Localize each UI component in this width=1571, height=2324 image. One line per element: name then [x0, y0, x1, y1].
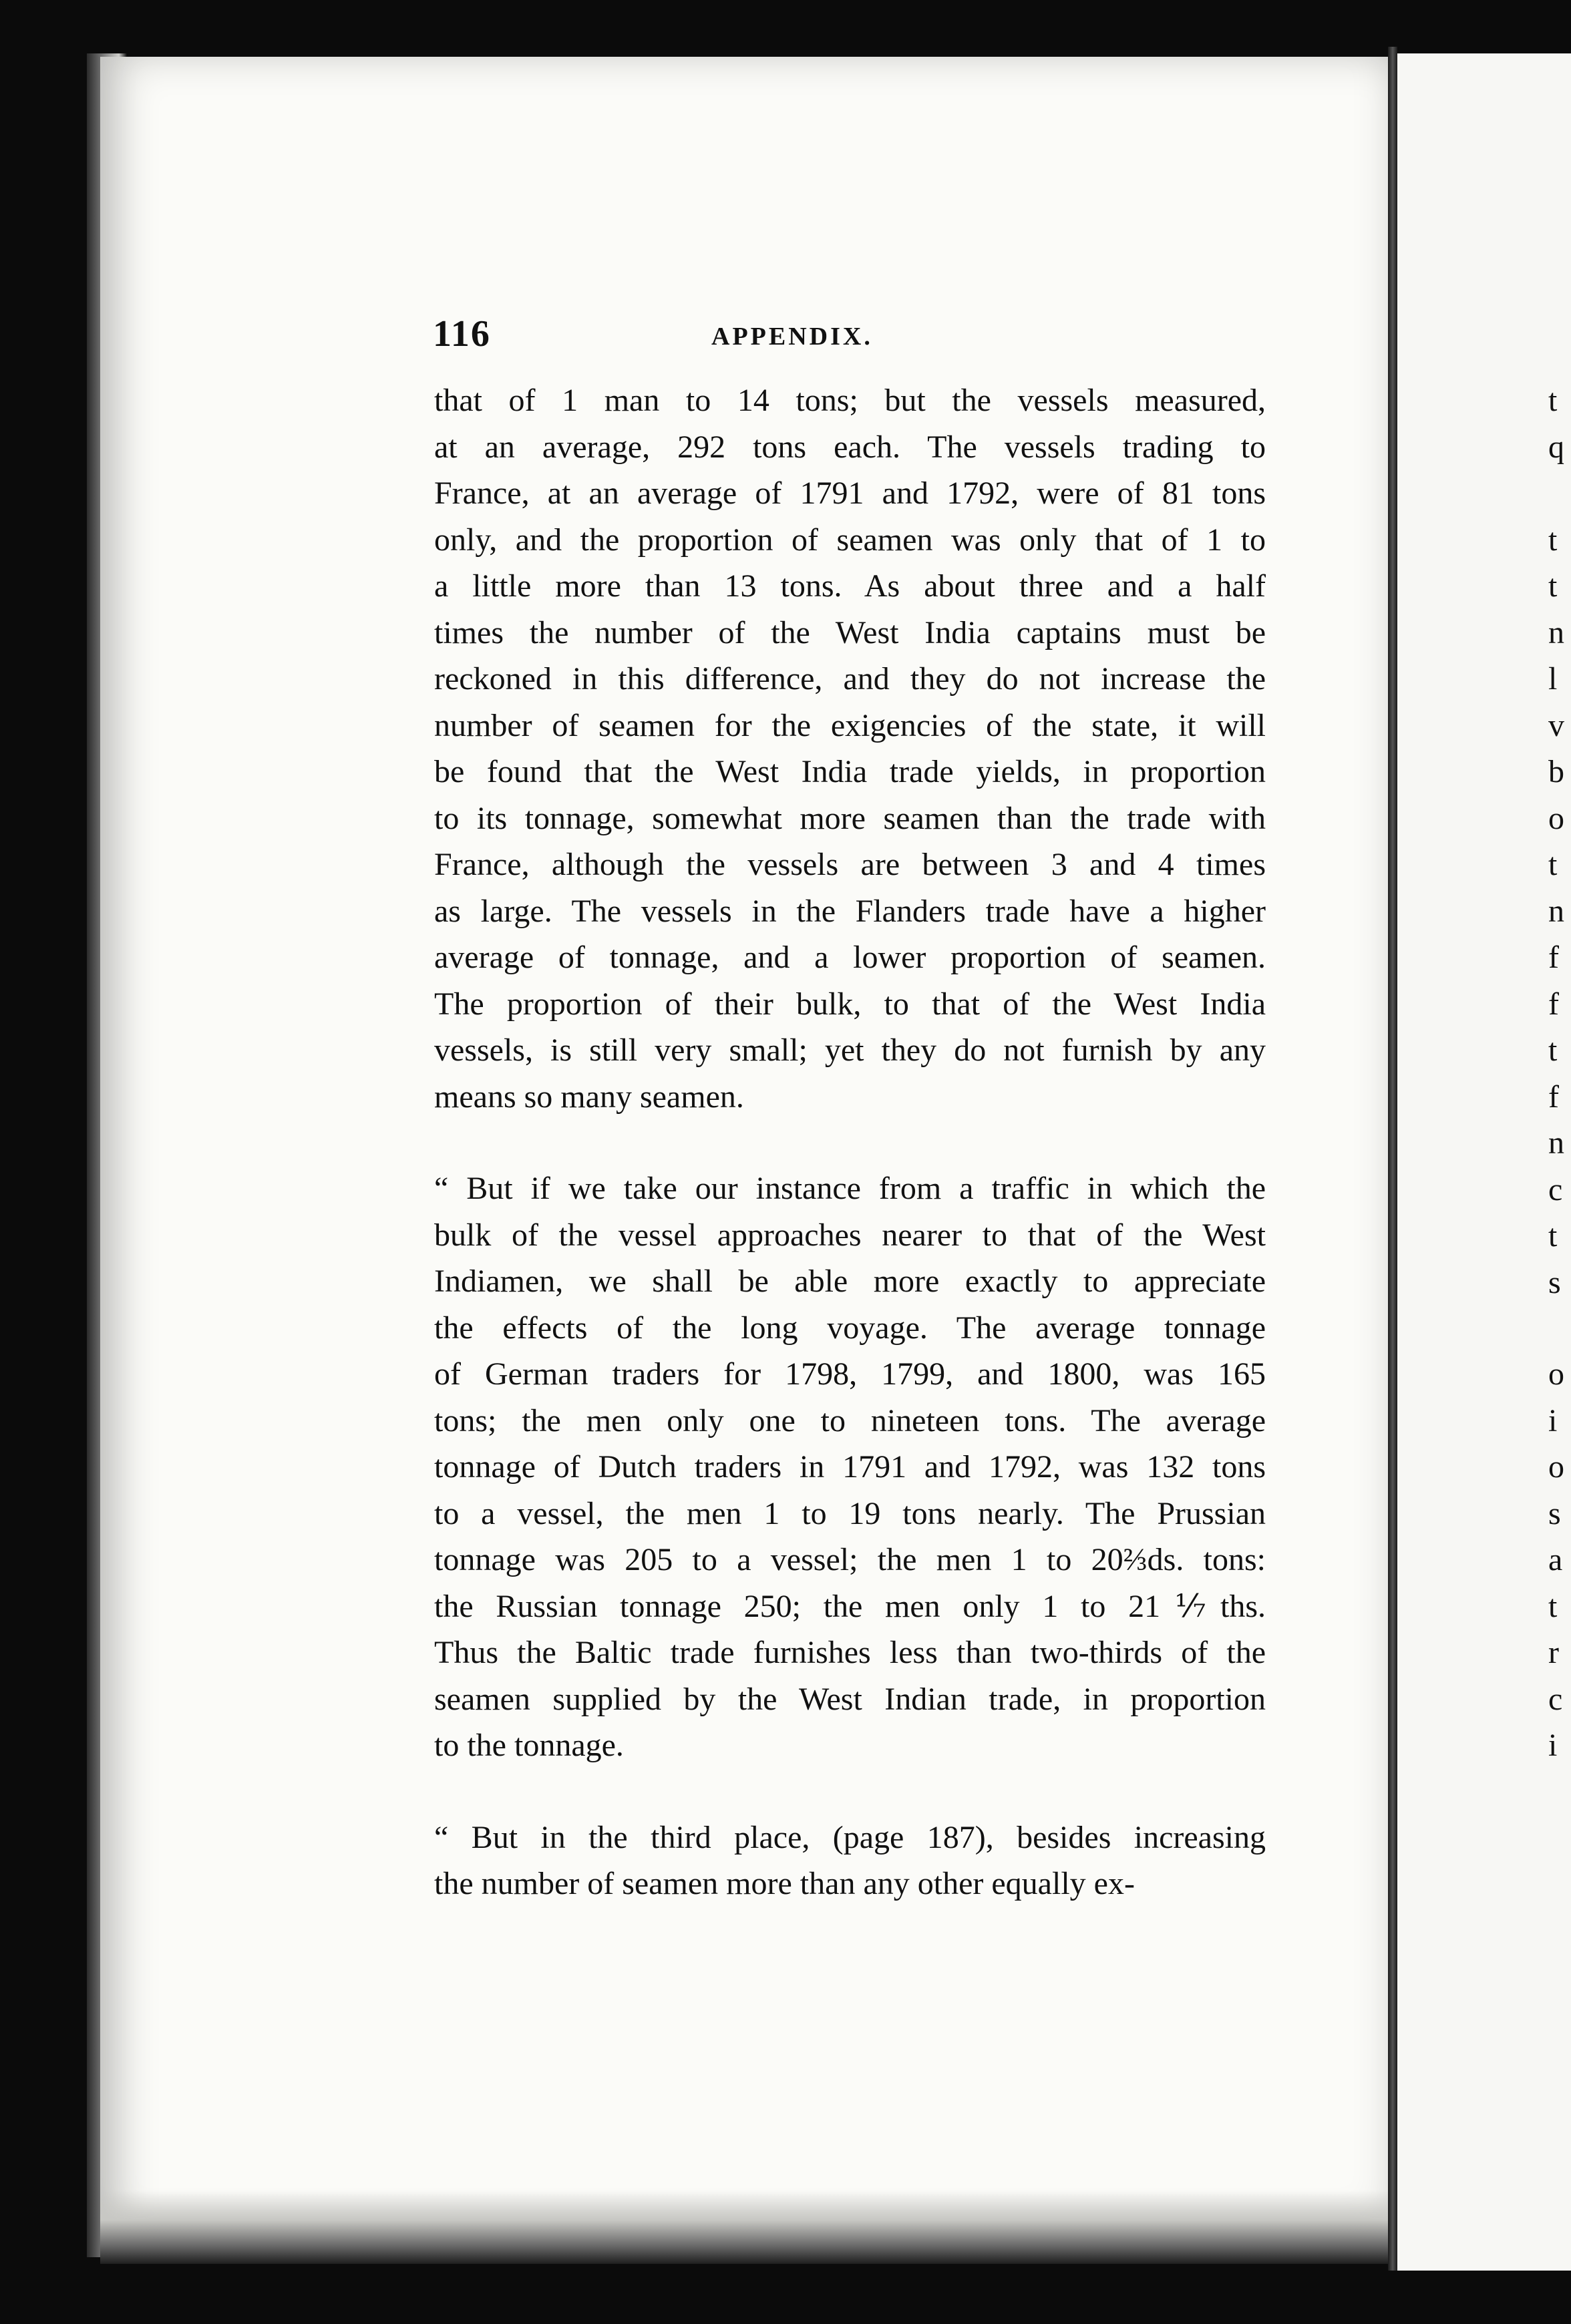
facing-page-letter: n — [1548, 893, 1564, 929]
text-line: means so many seamen. — [434, 1079, 744, 1115]
paragraph — [434, 1814, 1266, 1907]
text-line: reckoned in this difference, and they do not increase the — [434, 661, 1266, 697]
text-line: only, and the proportion of seamen was only that of 1 to — [434, 522, 1266, 558]
facing-page-letter: t — [1548, 1588, 1558, 1624]
running-title: APPENDIX. — [711, 323, 873, 351]
text-line: of German traders for 1798, 1799, and 1800, was 165 — [434, 1356, 1266, 1392]
facing-page-letter: q — [1548, 429, 1564, 465]
text-line: number of seamen for the exigencies of the state, it will — [434, 707, 1266, 743]
text-line: that of 1 man to 14 tons; but the vessels measured, — [434, 383, 1266, 418]
facing-page-letter: o — [1548, 800, 1564, 836]
text-line: seamen supplied by the West Indian trade, in proportion — [434, 1681, 1266, 1717]
facing-page-letter: s — [1548, 1264, 1561, 1300]
text-line: tons; the men only one to nineteen tons. The average — [434, 1402, 1266, 1438]
text-line: “ But in the third place, (page 187), besides increasing — [434, 1819, 1266, 1855]
facing-page-letter: t — [1548, 847, 1558, 882]
text-line: to its tonnage, somewhat more seamen than the trade with — [434, 800, 1266, 836]
facing-page-letter: f — [1548, 1079, 1559, 1115]
text-line: France, although the vessels are between 3 and 4 times — [434, 847, 1266, 882]
facing-page-letter: r — [1548, 1635, 1559, 1670]
text-line: times the number of the West India captains must be — [434, 614, 1266, 650]
facing-page-letter: b — [1548, 754, 1564, 789]
facing-page-letter: c — [1548, 1171, 1563, 1207]
facing-page-letter: f — [1548, 986, 1559, 1022]
facing-page-letter: n — [1548, 1125, 1564, 1161]
book-gutter — [1388, 47, 1397, 2271]
text-line: The proportion of their bulk, to that of the West India — [434, 986, 1266, 1022]
facing-page-text-fragments — [1548, 377, 1571, 1769]
facing-page-letter: a — [1548, 1542, 1563, 1577]
text-line: tonnage was 205 to a vessel; the men 1 to 20⅔ds. tons: — [434, 1542, 1266, 1577]
text-line: “ But if we take our instance from a traffic in which the — [434, 1171, 1266, 1206]
text-line: the effects of the long voyage. The average tonnage — [434, 1310, 1266, 1346]
facing-page-letter: t — [1548, 1218, 1558, 1253]
facing-page-letter: i — [1548, 1728, 1558, 1763]
facing-page-letter: o — [1548, 1356, 1564, 1392]
text-line: average of tonnage, and a lower proportion of seamen. — [434, 940, 1266, 975]
text-line: as large. The vessels in the Flanders trade have a higher — [434, 893, 1266, 929]
text-line: tonnage of Dutch traders in 1791 and 1792, was 132 tons — [434, 1449, 1266, 1485]
facing-page-letter: t — [1548, 568, 1558, 604]
text-line: be found that the West India trade yields, in proportion — [434, 754, 1266, 789]
facing-page-gap — [1548, 1306, 1571, 1351]
text-line: bulk of the vessel approaches nearer to that of the West — [434, 1217, 1266, 1253]
text-line: the number of seamen more than any other equally ex- — [434, 1866, 1135, 1901]
text-line: a little more than 13 tons. As about three and a half — [434, 568, 1266, 604]
text-line: France, at an average of 1791 and 1792, were of 81 tons — [434, 475, 1266, 511]
text-line: at an average, 292 tons each. The vessels trading to — [434, 429, 1266, 465]
text-line: to the tonnage. — [434, 1728, 624, 1763]
facing-page-letter: c — [1548, 1681, 1563, 1717]
facing-page-letter — [1548, 470, 1571, 517]
paragraph — [434, 377, 1266, 1120]
facing-page-letter: s — [1548, 1495, 1561, 1531]
text-line: vessels, is still very small; yet they do not furnish by any — [434, 1032, 1266, 1068]
facing-page — [1397, 53, 1571, 2271]
text-line: to a vessel, the men 1 to 19 tons nearly. The Prussian — [434, 1495, 1266, 1531]
facing-page-letter: f — [1548, 940, 1559, 975]
text-line: Indiamen, we shall be able more exactly to appreciate — [434, 1264, 1266, 1299]
facing-page-letter: t — [1548, 522, 1558, 558]
text-line: Thus the Baltic trade furnishes less than two-thirds of the — [434, 1635, 1266, 1670]
paragraph — [434, 1165, 1266, 1769]
facing-page-letter: o — [1548, 1449, 1564, 1485]
page-bottom-edge-shadow — [100, 2190, 1409, 2264]
facing-page-letter: i — [1548, 1402, 1558, 1438]
facing-page-letter: t — [1548, 1032, 1558, 1068]
facing-page-letter: l — [1548, 661, 1558, 697]
facing-page-letter: n — [1548, 614, 1564, 650]
body-text — [434, 377, 1266, 1953]
page-number: 116 — [433, 313, 491, 355]
facing-page-letter: v — [1548, 707, 1564, 743]
text-line: the Russian tonnage 250; the men only 1 to 21⅐ths. — [434, 1588, 1266, 1624]
facing-page-letter: t — [1548, 383, 1558, 418]
